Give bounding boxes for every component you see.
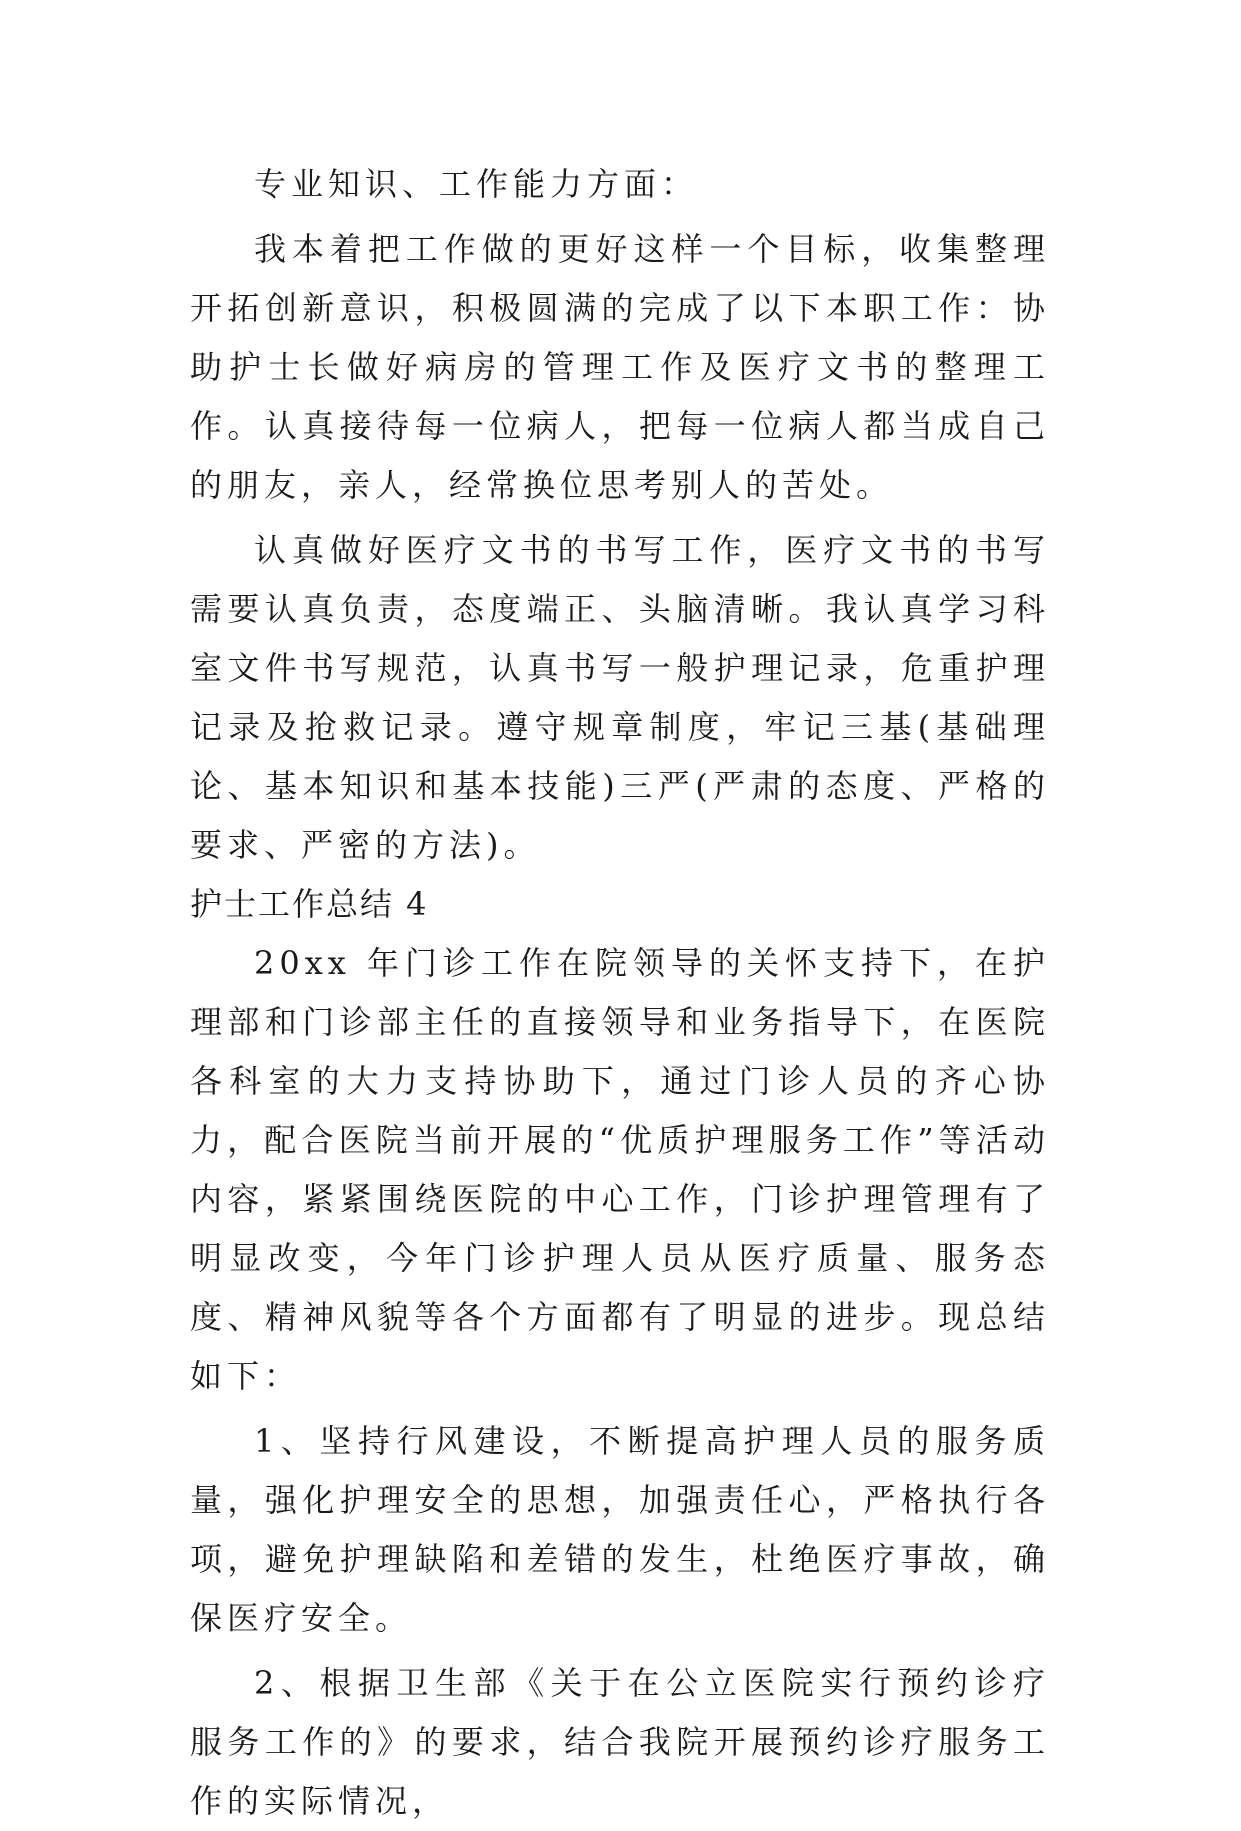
paragraph-item-2: 2、根据卫生部《关于在公立医院实行预约诊疗服务工作的》的要求，结合我院开展预约诊疗服务工作的实际情况， (190, 1664, 1050, 1820)
paragraph-section-intro: 专业知识、工作能力方面： (254, 165, 699, 203)
section-heading: 护士工作总结 4 (190, 885, 429, 923)
paragraph-work-goal: 我本着把工作做的更好这样一个目标，收集整理开拓创新意识，积极圆满的完成了以下本职工作：协助护士长做好病房的管理工作及医疗文书的整理工作。认真接待每一位病人，把每一位病人都当成自己的朋友，亲人，经常换位思考别人的苦处。 (190, 230, 1050, 504)
paragraph-outpatient-summary: 20xx 年门诊工作在院领导的关怀支持下，在护理部和门诊部主任的直接领导和业务指导下，在医院各科室的大力支持协助下，通过门诊人员的齐心协力，配合医院当前开展的“优质护理服务工作”等活动内容，紧紧围绕医院的中心工作，门诊护理管理有了明显改变，今年门诊护理人员从医疗质量、服务态度、精神风貌等各个方面都有了明显的进步。现总结如下： (190, 944, 1050, 1395)
document-body (190, 155, 1050, 1831)
paragraph-item-1: 1、坚持行风建设，不断提高护理人员的服务质量，强化护理安全的思想，加强责任心，严格执行各项，避免护理缺陷和差错的发生，杜绝医疗事故，确保医疗安全。 (190, 1422, 1050, 1637)
paragraph-medical-records: 认真做好医疗文书的书写工作，医疗文书的书写需要认真负责，态度端正、头脑清晰。我认真学习科室文件书写规范，认真书写一般护理记录，危重护理记录及抢救记录。遵守规章制度，牢记三基(基础理论、基本知识和基本技能)三严(严肃的态度、严格的要求、严密的方法)。 (190, 531, 1050, 864)
